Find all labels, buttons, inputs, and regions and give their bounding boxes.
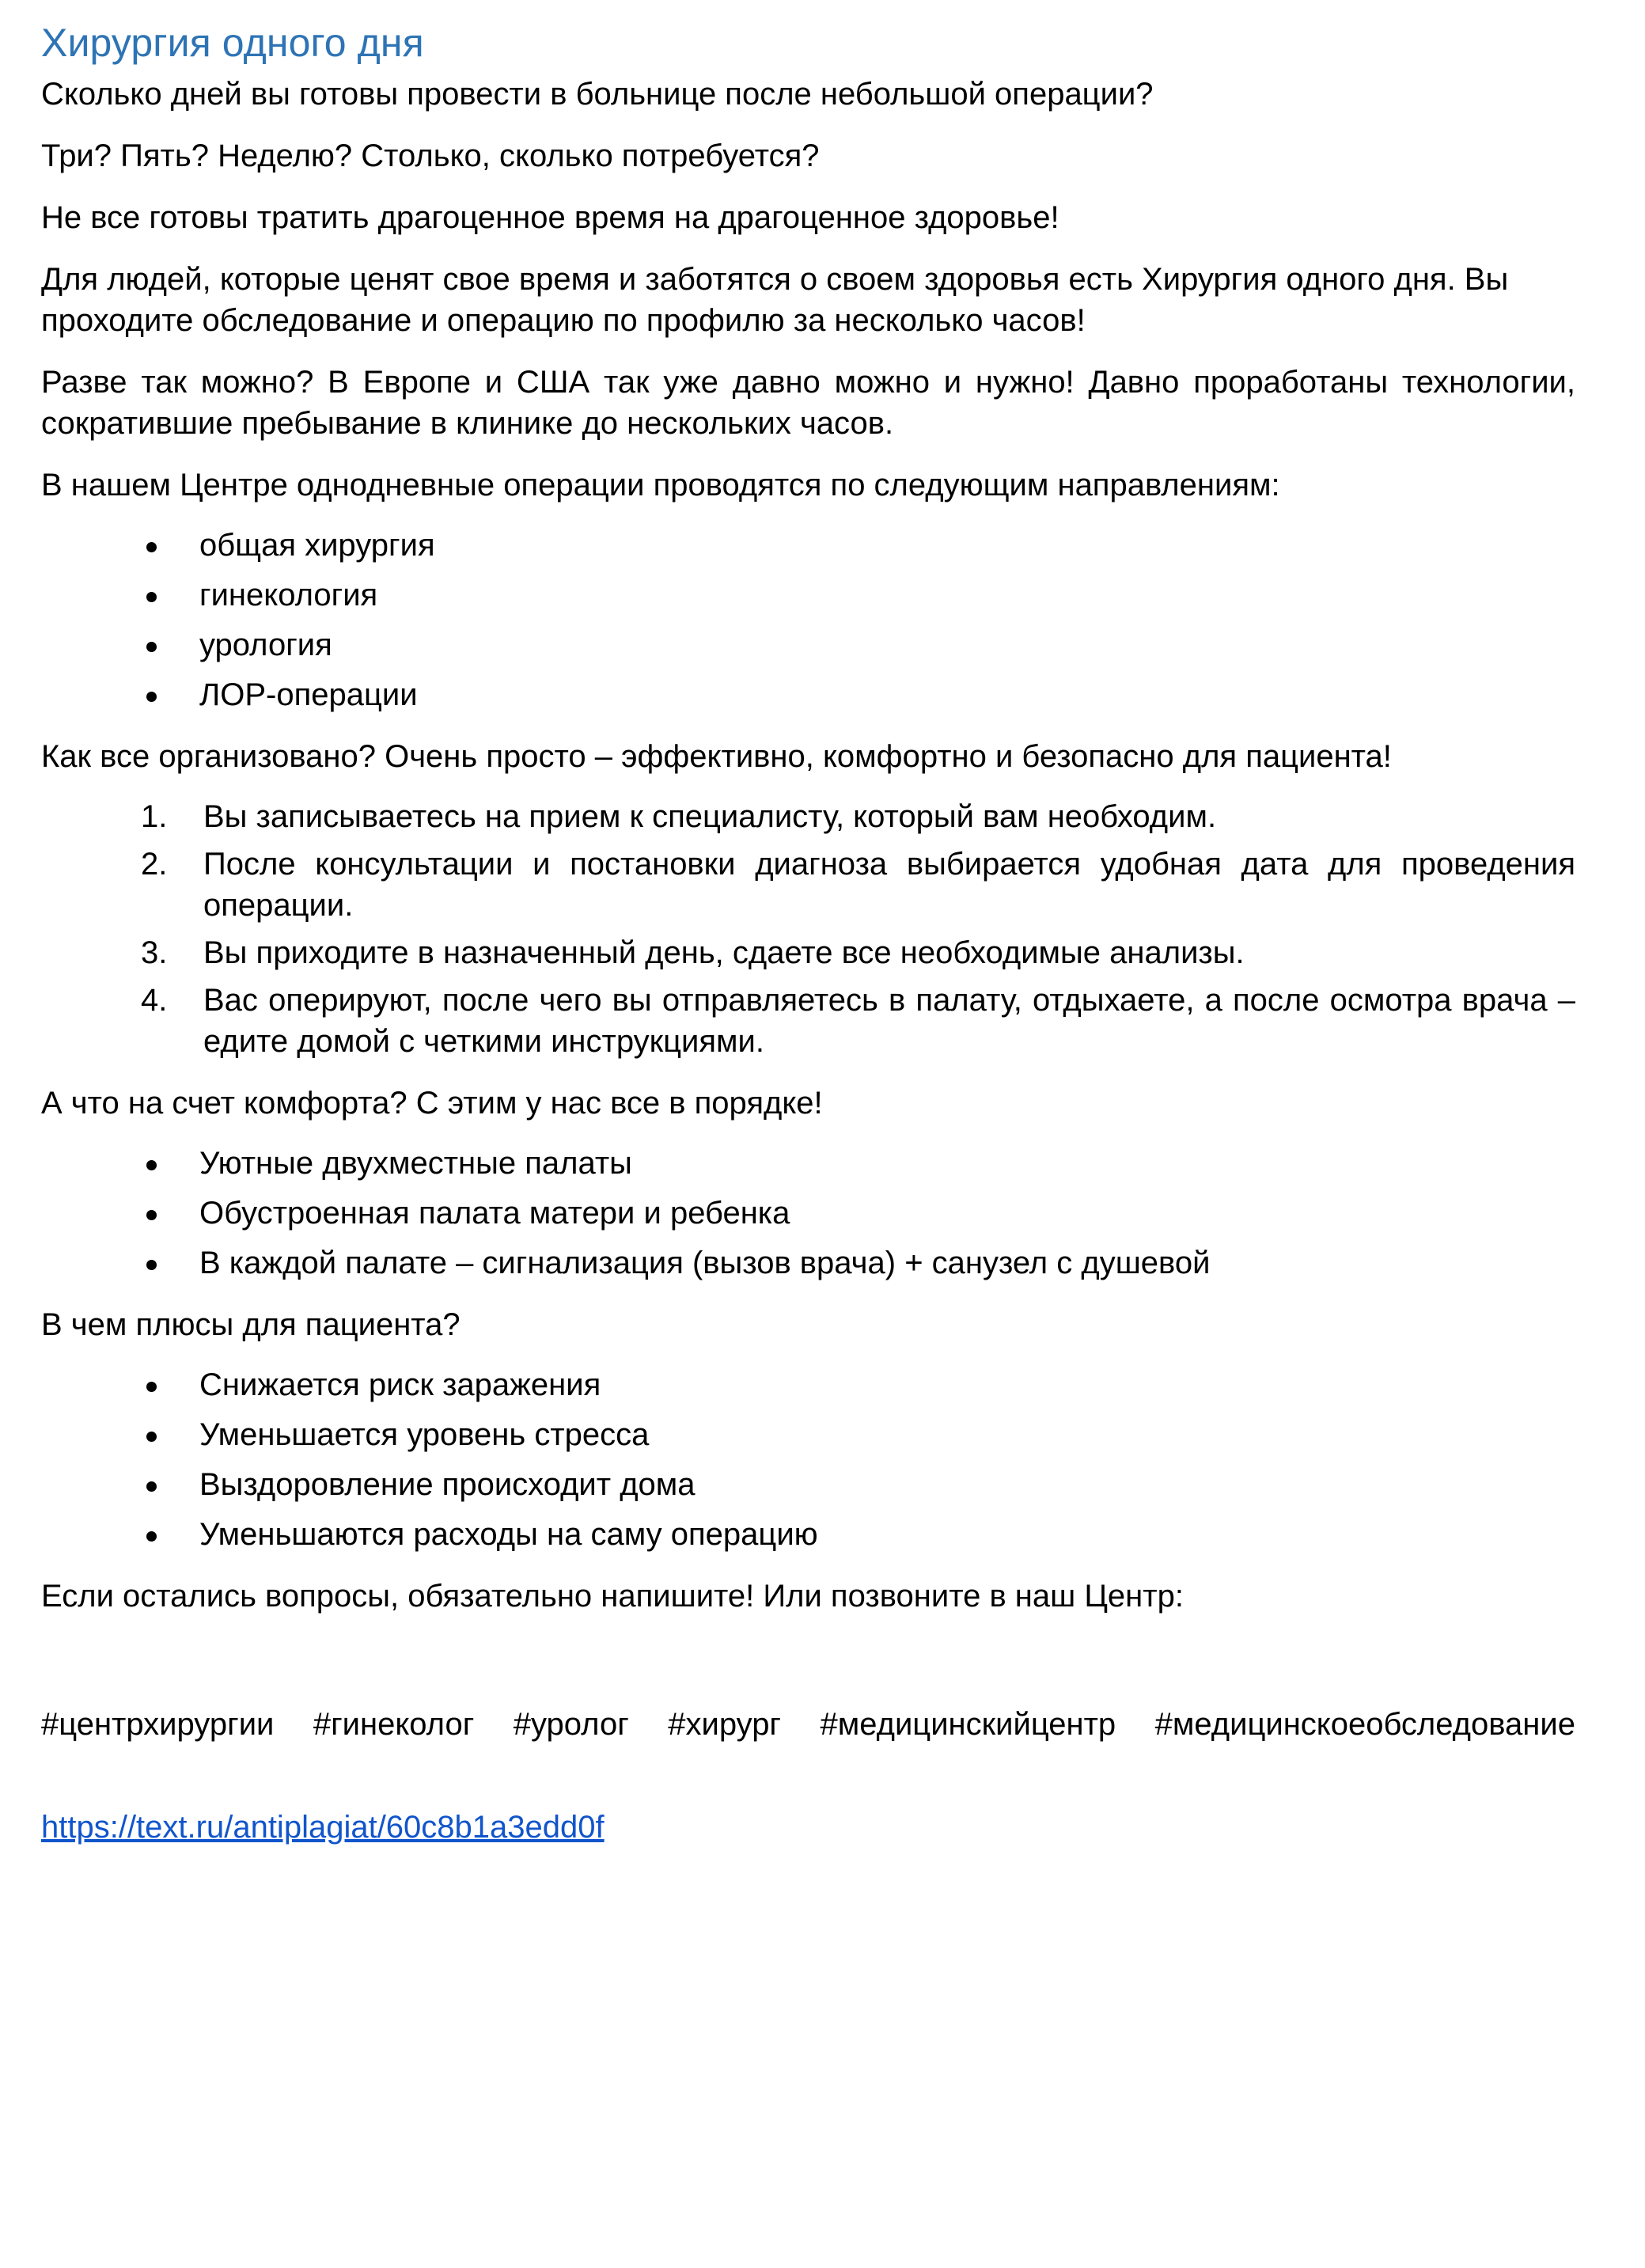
list-item: гинекология (41, 575, 1575, 616)
list-item: Выздоровление происходит дома (41, 1464, 1575, 1505)
list-item: урология (41, 624, 1575, 666)
list-item: Уменьшаются расходы на саму операцию (41, 1514, 1575, 1555)
list-item: В каждой палате – сигнализация (вызов врача) + санузел с душевой (41, 1242, 1575, 1284)
hashtag-item: #медицинскоеобследование (1154, 1707, 1575, 1742)
list-item: После консультации и постановки диагноза выбирается удобная дата для проведения операции. (203, 847, 1575, 923)
hashtag-item: #хирург (668, 1707, 782, 1742)
closing-spacer (41, 1637, 1575, 1704)
comfort-lead: А что на счет комфорта? С этим у нас все в порядке! (41, 1086, 823, 1121)
source-link[interactable]: https://text.ru/antiplagiat/60c8b1a3edd0f (41, 1810, 605, 1845)
list-item: Снижается риск заражения (41, 1364, 1575, 1405)
hashtag-item: #центрхирургии (41, 1707, 275, 1742)
list-item: Вы приходите в назначенный день, сдаете все необходимые анализы. (203, 935, 1245, 970)
directions-list (41, 525, 1575, 715)
list-item: Уменьшается уровень стресса (41, 1414, 1575, 1455)
list-item: Уютные двухместные палаты (41, 1143, 1575, 1184)
page-title: Хирургия одного дня (41, 21, 424, 65)
benefits-lead: В чем плюсы для пациента? (41, 1307, 461, 1342)
hashtag-item: #медицинскийцентр (820, 1707, 1116, 1742)
list-item: Обустроенная палата матери и ребенка (41, 1193, 1575, 1234)
intro-paragraph-5: Разве так можно? В Европе и США так уже давно можно и нужно! Давно проработаны технологии, сократившие пребывание в клинике до нескольких часов. (41, 365, 1575, 441)
process-steps-list (41, 796, 1575, 1062)
hashtag-item: #уролог (513, 1707, 629, 1742)
benefits-list (41, 1364, 1575, 1555)
intro-paragraph-4: Для людей, которые ценят свое время и заботятся о своем здоровья есть Хирургия одного дня. Вы проходите обследование и операцию по профилю за несколько часов! (41, 262, 1509, 338)
hashtag-item: #гинеколог (313, 1707, 475, 1742)
hashtag-line (41, 1704, 1575, 1786)
intro-paragraph-2: Три? Пять? Неделю? Столько, сколько потребуется? (41, 138, 820, 173)
list-item: общая хирургия (41, 525, 1575, 566)
process-lead: Как все организовано? Очень просто – эффективно, комфортно и безопасно для пациента! (41, 739, 1392, 774)
source-link-paragraph (41, 1807, 1575, 1848)
intro-paragraph-1: Сколько дней вы готовы провести в больнице после небольшой операции? (41, 77, 1154, 112)
closing-contact-text: Если остались вопросы, обязательно напишите! Или позвоните в наш Центр: (41, 1579, 1184, 1614)
directions-lead: В нашем Центре однодневные операции проводятся по следующим направлениям: (41, 468, 1280, 503)
comfort-list (41, 1143, 1575, 1284)
intro-paragraph-3: Не все готовы тратить драгоценное время на драгоценное здоровье! (41, 200, 1059, 235)
list-item: Вас оперируют, после чего вы отправляетесь в палату, отдыхаете, а после осмотра врача – едите домой с четкими инструкциями. (203, 983, 1575, 1059)
list-item: Вы записываетесь на прием к специалисту, который вам необходим. (203, 799, 1217, 834)
list-item: ЛОР-операции (41, 674, 1575, 715)
